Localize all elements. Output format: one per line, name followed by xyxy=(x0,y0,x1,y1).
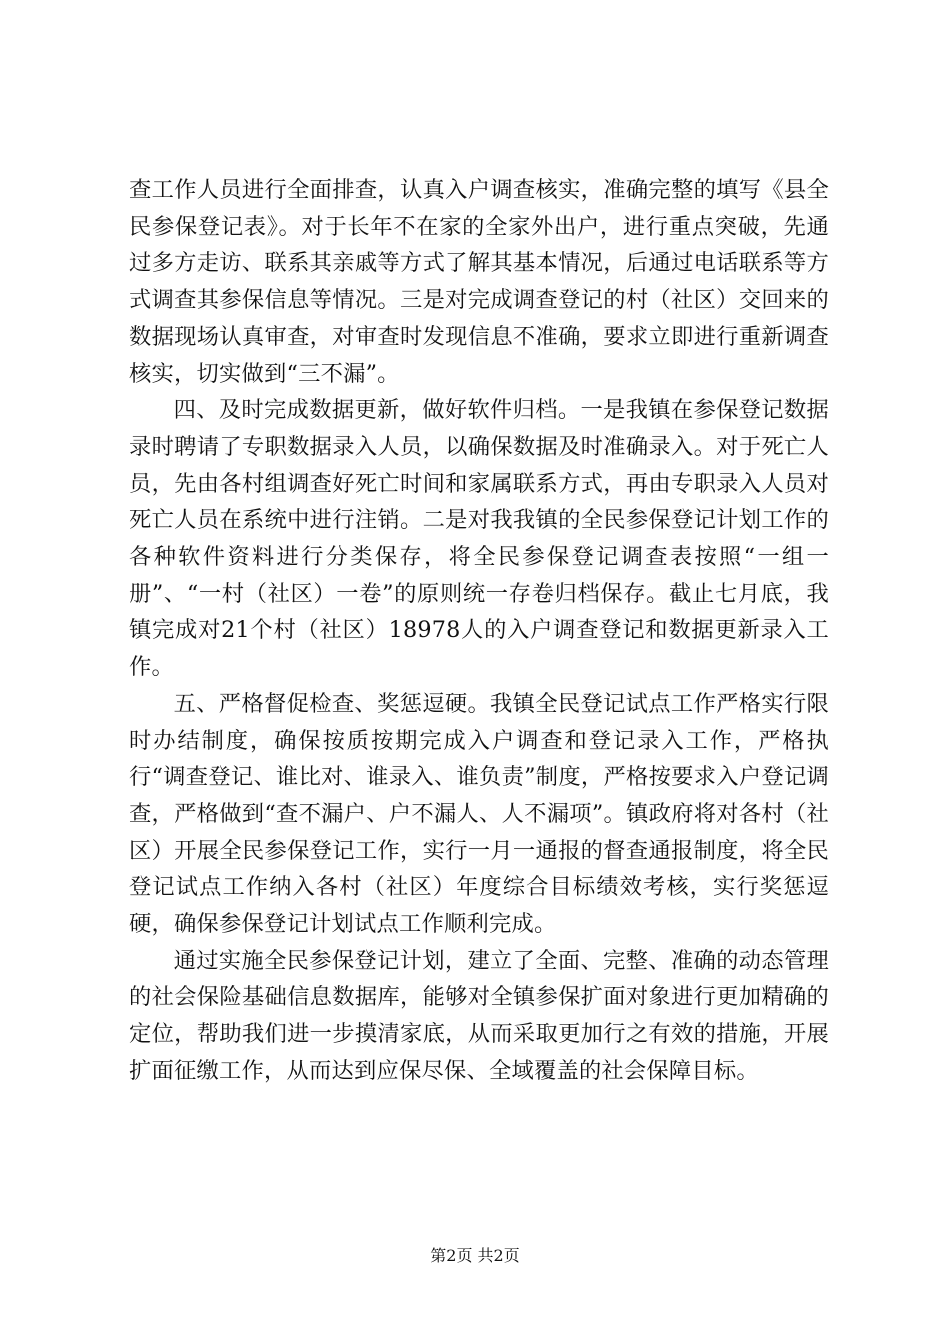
paragraph-section-five: 五、严格督促检查、奖惩逗硬。我镇全民登记试点工作严格实行限时办结制度，确保按质按期完成入户调查和登记录入工作，严格执行“调查登记、谁比对、谁录入、谁负责”制度，严格按要求入户登记调查，严格做到“查不漏户、户不漏人、人不漏项”。镇政府将对各村（社区）开展全民参保登记工作，实行一月一通报的督查通报制度，将全民登记试点工作纳入各村（社区）年度综合目标绩效考核，实行奖惩逗硬，确保参保登记计划试点工作顺利完成。 xyxy=(129,690,829,938)
paragraph-continuation: 查工作人员进行全面排查，认真入户调查核实，准确完整的填写《县全民参保登记表》。对于长年不在家的全家外出户，进行重点突破，先通过多方走访、联系其亲戚等方式了解其基本情况，后通过电话联系等方式调查其参保信息等情况。三是对完成调查登记的村（社区）交回来的数据现场认真审查，对审查时发现信息不准确，要求立即进行重新调查核实，切实做到“三不漏”。 xyxy=(129,177,829,387)
paragraph-section-four: 四、及时完成数据更新，做好软件归档。一是我镇在参保登记数据录时聘请了专职数据录入人员，以确保数据及时准确录入。对于死亡人员，先由各村组调查好死亡时间和家属联系方式，再由专职录入人员对死亡人员在系统中进行注销。二是对我我镇的全民参保登记计划工作的各种软件资料进行分类保存，将全民参保登记调查表按照“一组一册”、“一村（社区）一卷”的原则统一存卷归档保存。截止七月底，我镇完成对21个村（社区）18978人的入户调查登记和数据更新录入工作。 xyxy=(129,397,829,681)
paragraph-conclusion: 通过实施全民参保登记计划，建立了全面、完整、准确的动态管理的社会保险基础信息数据库，能够对全镇参保扩面对象进行更加精确的定位，帮助我们进一步摸清家底，从而采取更加行之有效的措施，开展扩面征缴工作，从而达到应保尽保、全域覆盖的社会保障目标。 xyxy=(129,947,829,1084)
page-footer: 第2页 共2页 xyxy=(430,1246,520,1265)
document-body xyxy=(129,172,829,1090)
